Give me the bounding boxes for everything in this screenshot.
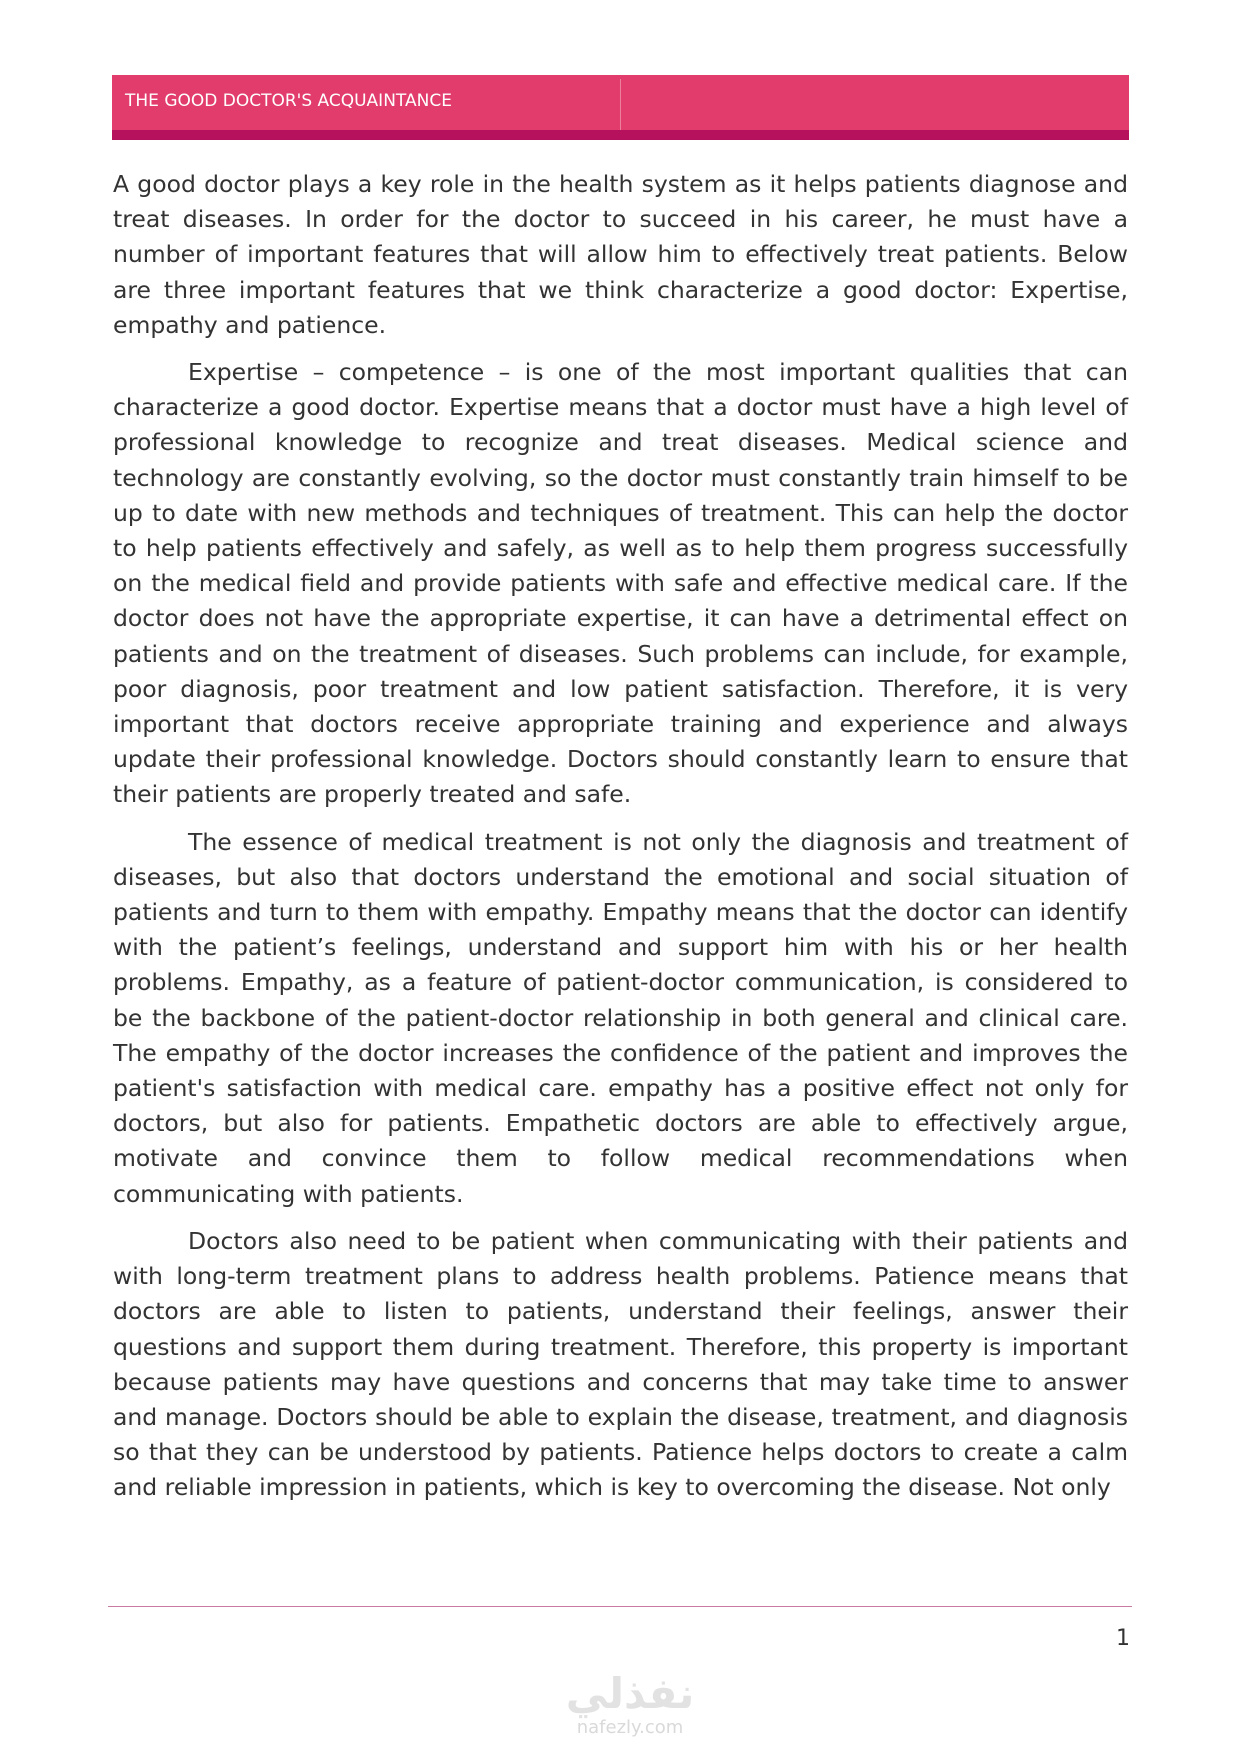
watermark-url: nafezly.com: [576, 1717, 684, 1738]
paragraph-empathy: The essence of medical treatment is not only the diagnosis and treatment of diseases, but also that doctors understand the emotional and social situation of patients and turn to them with empathy. Empathy means that the doctor can identify with the patient’s feelings, understand and support him with his or her health problems. Empathy, as a feature of patient-doctor communication, is considered to be the backbone of the patient-doctor relationship in both general and clinical care. The empathy of the doctor increases the confidence of the patient and improves the patient's satisfaction with medical care. empathy has a positive effect not only for doctors, but also for patients. Empathetic doctors are able to effectively argue, motivate and convince them to follow medical recommendations when communicating with patients.: [113, 827, 1128, 1208]
document-body: [113, 167, 1128, 1518]
header-divider: [620, 79, 621, 131]
paragraph-expertise: Expertise – competence – is one of the most important qualities that can characterize a good doctor. Expertise means that a doctor must have a high level of professional knowledge to recognize and treat diseases. Medical science and technology are constantly evolving, so the doctor must constantly train himself to be up to date with new methods and techniques of treatment. This can help the doctor to help patients effectively and safely, as well as to help them progress successfully on the medical field and provide patients with safe and effective medical care. If the doctor does not have the appropriate expertise, it can have a detrimental effect on patients and on the treatment of diseases. Such problems can include, for example, poor diagnosis, poor treatment and low patient satisfaction. Therefore, it is very important that doctors receive appropriate training and experience and always update their professional knowledge. Doctors should constantly learn to ensure that their patients are properly treated and safe.: [113, 358, 1128, 809]
header-underline: [112, 130, 1129, 140]
watermark: [520, 1670, 740, 1738]
paragraph-patience: Doctors also need to be patient when communicating with their patients and with long-term treatment plans to address health problems. Patience means that doctors are able to listen to patients, understand their feelings, answer their questions and support them during treatment. Therefore, this property is important because patients may have questions and concerns that may take time to answer and manage. Doctors should be able to explain the disease, treatment, and diagnosis so that they can be understood by patients. Patience helps doctors to create a calm and reliable impression in patients, which is key to overcoming the disease. Not only: [113, 1226, 1128, 1502]
footer-rule: [108, 1606, 1132, 1607]
header-bar: [112, 75, 1129, 130]
paragraph-intro: A good doctor plays a key role in the health system as it helps patients diagnose and treat diseases. In order for the doctor to succeed in his career, he must have a number of important features that will allow him to effectively treat patients. Below are three important features that we think characterize a good doctor: Expertise, empathy and patience.: [113, 170, 1128, 339]
watermark-logo: نفذلي: [565, 1669, 695, 1718]
page-number: 1: [1116, 1626, 1130, 1651]
document-title: THE GOOD DOCTOR'S ACQUAINTANCE: [125, 91, 452, 111]
